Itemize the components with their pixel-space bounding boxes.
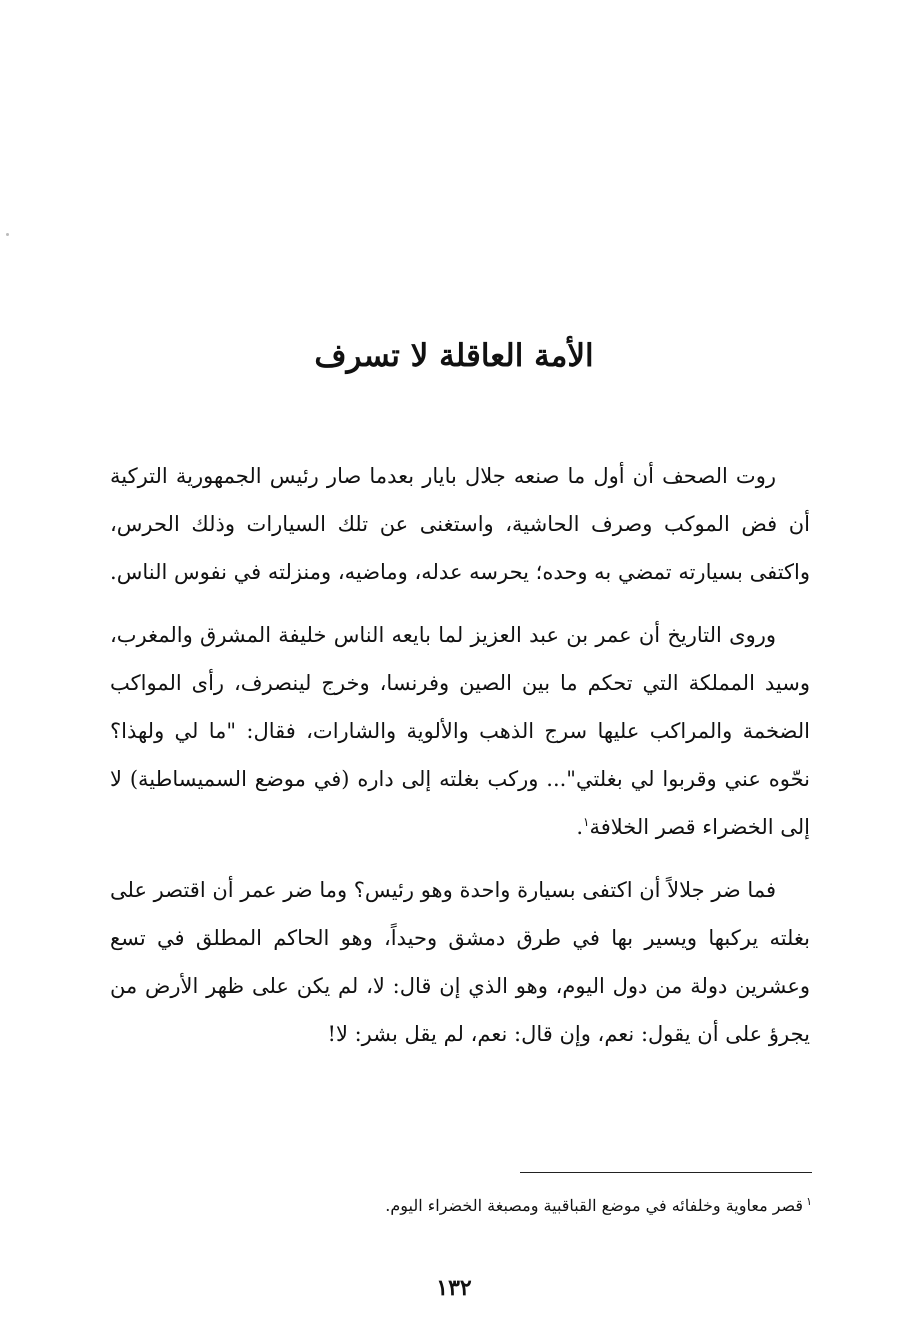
margin-speck — [6, 233, 9, 236]
paragraph-3: فما ضر جلالاً أن اكتفى بسيارة واحدة وهو رئيس؟ وما ضر عمر أن اقتصر على بغلته يركبها ويسير بها في طرق دمشق وحيداً، وهو الحاكم المطلق في تسع وعشرين دولة من دول اليوم، وهو الذي إن قال: لا، لم يكن على ظهر الأرض من يجرؤ على أن يقول: نعم، وإن قال: نعم، لم يقل بشر: لا! — [110, 878, 810, 1046]
footnote-reference[interactable]: ١ — [583, 815, 590, 829]
body-text — [110, 452, 810, 1073]
footnote-text: قصر معاوية وخلفائه في موضع القباقبية ومصبغة الخضراء اليوم. — [385, 1196, 804, 1215]
footnote-divider — [520, 1172, 812, 1173]
chapter-title: الأمة العاقلة لا تسرف — [314, 337, 594, 374]
footnote-marker: ١ — [806, 1194, 812, 1208]
paragraph-2-period: . — [576, 815, 584, 839]
footnote — [300, 1192, 812, 1220]
paragraph-1: روت الصحف أن أول ما صنعه جلال بايار بعدما صار رئيس الجمهورية التركية أن فض الموكب وصرف الحاشية، واستغنى عن تلك السيارات وذلك الحرس، واكتفى بسيارته تمضي به وحده؛ يحرسه عدله، وماضيه، ومنزلته في نفوس الناس. — [110, 464, 810, 584]
paragraph-2 — [110, 611, 810, 851]
paragraph-2-text: وروى التاريخ أن عمر بن عبد العزيز لما بايعه الناس خليفة المشرق والمغرب، وسيد المملكة التي تحكم ما بين الصين وفرنسا، وخرج لينصرف، رأى المواكب الضخمة والمراكب عليها سرج الذهب والألوية والشارات، فقال: "ما لي ولهذا؟ نحّوه عني وقربوا لي بغلتي"... وركب بغلته إلى داره (في موضع السميساطية) لا إلى الخضراء قصر الخلافة — [110, 623, 810, 839]
page-number: ١٣٢ — [436, 1275, 472, 1301]
